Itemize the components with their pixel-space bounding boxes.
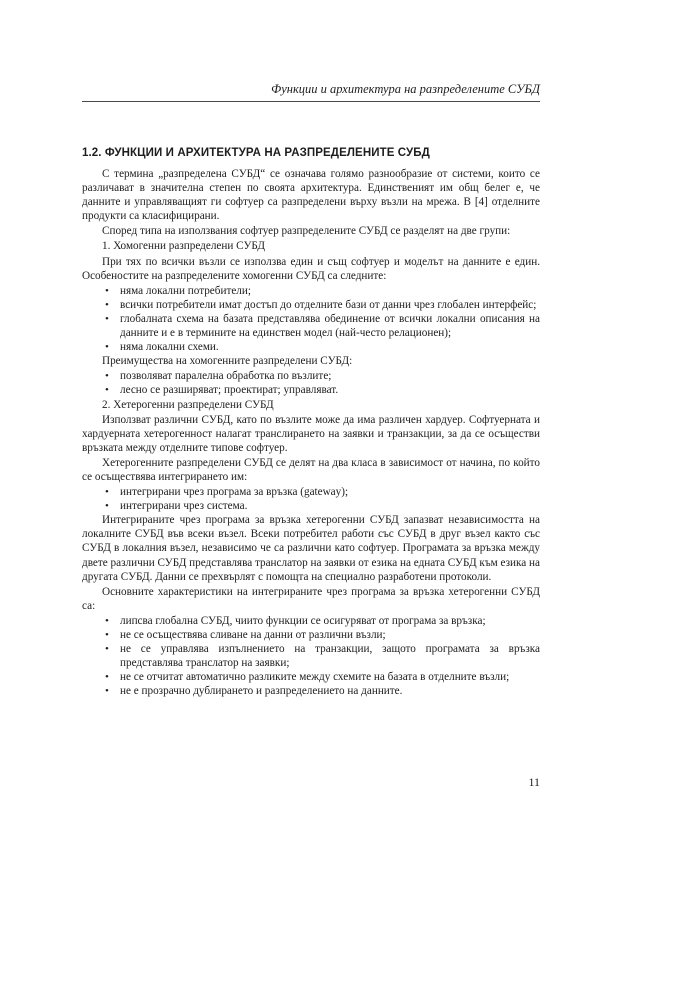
bullet-list (82, 369, 540, 397)
list-item: • не се отчитат автоматично разликите между схемите на базата в отделните възли; (105, 671, 510, 684)
paragraph: При тях по всички възли се използва един и същ софтуер и моделът на данните е един. Особеностите на разпределените хомогенни СУБД са следните: (82, 255, 540, 282)
bullet-icon: • (105, 629, 109, 641)
list-item: • интегрирани чрез програма за връзка (gateway); (105, 486, 349, 499)
bullet-icon: • (105, 685, 109, 698)
list-item: • не е прозрачно дублирането и разпределението на данните. (105, 685, 403, 698)
paragraph: Според типа на използвания софтуер разпределените СУБД се разделят на две групи: (102, 225, 511, 238)
bullet-list (82, 485, 540, 513)
running-header: Функции и архитектура на разпределените СУБД (82, 82, 540, 102)
bullet-list (82, 614, 540, 699)
bullet-icon: • (105, 384, 109, 397)
subheading: 1. Хомогенни разпределени СУБД (102, 240, 265, 253)
paragraph: Интегрираните чрез програма за връзка хетерогенни СУБД запазват независимостта на локалните СУБД във всеки възел. Всеки потребител работи със СУБД в друг възел както със СУБД в локалния възел, независимо че са различни като софтуер. Програмата за връзка между двете различни СУБД представлява транслатор на заявки от езика на едната СУБД към езика на другата СУБД. Данни се прехвърлят с помощта на специално разработени протоколи. (82, 514, 540, 583)
subheading: 2. Хетерогенни разпределени СУБД (102, 398, 274, 411)
paragraph: Преимущества на хомогенните разпределени СУБД: (102, 355, 353, 368)
paragraph: Хетерогенните разпределени СУБД се делят на два класа в зависимост от начина, по който се осъществява интегрирането им: (82, 456, 540, 483)
bullet-icon: • (105, 312, 109, 325)
list-item: • не се управлява изпълнението на транзакции, защото програмата за връзка представлява транслатор на заявки; (105, 643, 540, 670)
paragraph: Използват различни СУБД, като по възлите може да има различен хардуер. Софтуерната и хардуерната хетерогенност налагат транслирането на заявки и транзакции, за да се осъществи връзката между отделните типове софтуер. (82, 413, 540, 454)
bullet-icon: • (105, 341, 109, 354)
bullet-list (82, 284, 540, 354)
list-item: • позволяват паралелна обработка по възлите; (105, 370, 332, 383)
paragraph: Основните характеристики на интегрираните чрез програма за връзка хетерогенни СУБД са: (82, 585, 540, 612)
list-item: • всички потребители имат достъп до отделните бази от данни чрез глобален интерфейс; (105, 298, 537, 311)
list-item: • не се осъществява сливане на данни от различни възли; (105, 629, 386, 641)
section-heading: 1.2. ФУНКЦИИ И АРХИТЕКТУРА НА РАЗПРЕДЕЛЕНИТЕ СУБД (82, 147, 430, 159)
bullet-icon: • (105, 486, 109, 499)
bullet-icon: • (105, 500, 109, 513)
page-body (82, 167, 540, 698)
bullet-icon: • (105, 614, 109, 627)
page-number: 11 (528, 775, 540, 789)
list-item: • интегрирани чрез система. (105, 500, 248, 513)
bullet-icon: • (105, 284, 109, 297)
paragraph: С термина „разпределена СУБД“ се означава голямо разнообразие от системи, които се различават в значителна степен по своята архитектура. Единственият им общ белег е, че данните и управляващият ги софтуер са разпределени върху възли на мрежа. В [4] отделните продукти са класифицирани. (82, 168, 540, 223)
list-item: • липсва глобална СУБД, чиито функции се осигуряват от програма за връзка; (105, 614, 486, 627)
bullet-icon: • (105, 298, 109, 311)
bullet-icon: • (105, 671, 109, 684)
bullet-icon: • (105, 370, 109, 383)
bullet-icon: • (105, 643, 109, 656)
list-item: • няма локални потребители; (105, 284, 251, 297)
list-item: • лесно се разширяват; проектират; управляват. (105, 384, 339, 397)
list-item: • глобалната схема на базата представлява обединение от всички локални описания на данните и е в термините на единствен модел (най-често релационен); (105, 312, 540, 340)
list-item: • няма локални схеми. (105, 341, 219, 354)
